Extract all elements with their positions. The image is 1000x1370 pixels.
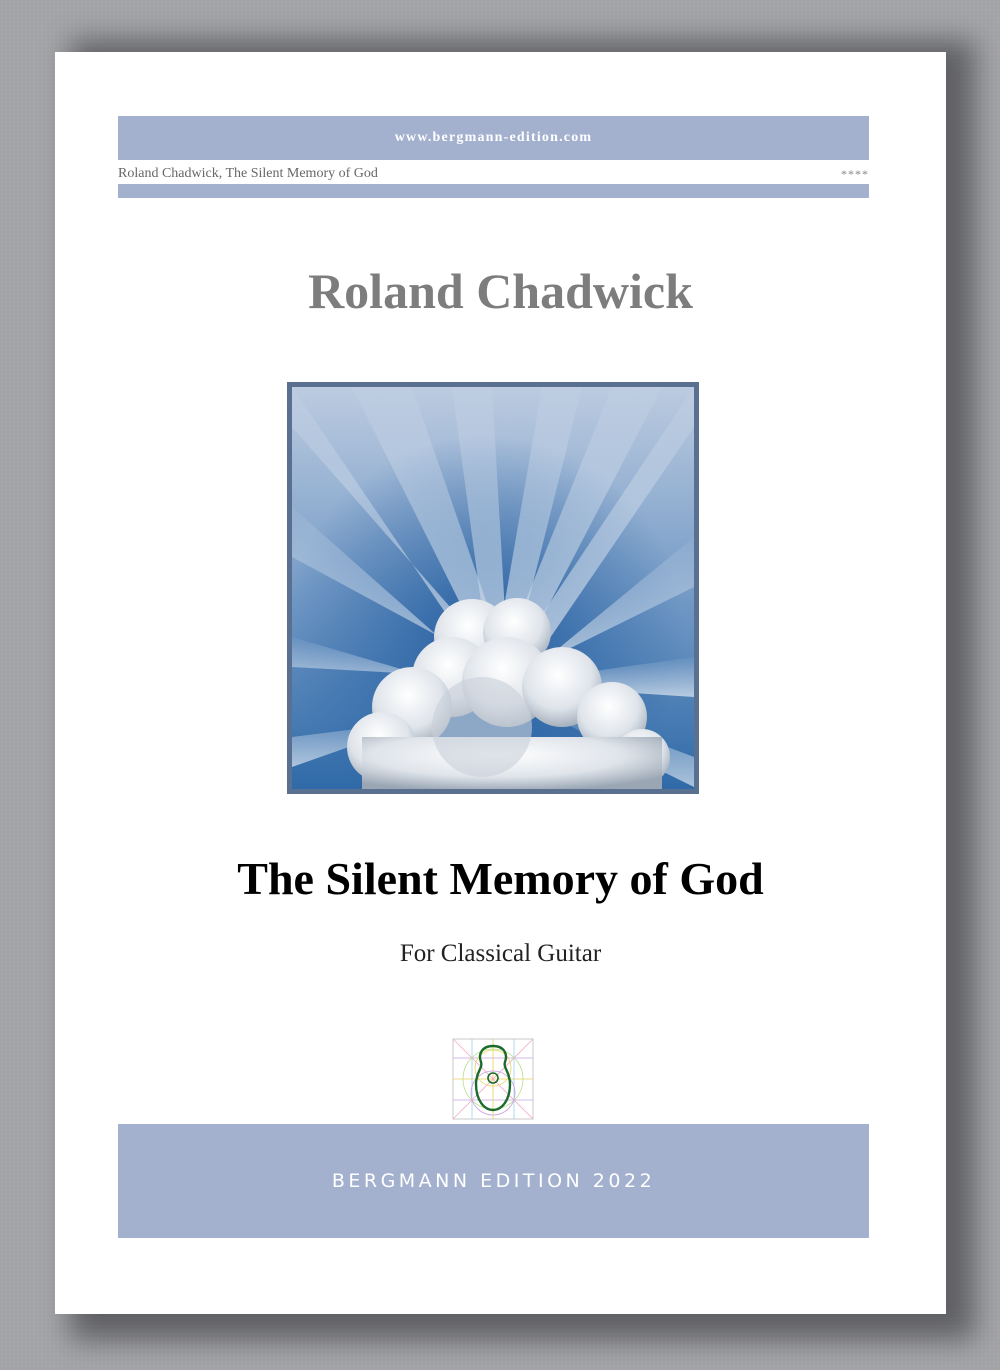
instrumentation: For Classical Guitar [399,940,602,967]
website-band [118,116,869,160]
cover-artwork [287,382,699,794]
running-header [118,164,869,184]
composer-name: Roland Chadwick [308,263,693,319]
website-url[interactable]: www.bergmann-edition.com [394,130,593,145]
score-cover-page [55,52,946,1314]
rating-stars: **** [841,166,869,181]
work-title: The Silent Memory of God [237,853,764,904]
sun-rays-cloud-image [292,387,694,789]
header-divider-band [118,184,869,198]
running-title: Roland Chadwick, The Silent Memory of God [118,166,378,181]
publisher-imprint: BERGMANN EDITION 2022 [331,1170,656,1192]
guitar-geometry-logo-icon [452,1038,534,1120]
publisher-band [118,1124,869,1238]
